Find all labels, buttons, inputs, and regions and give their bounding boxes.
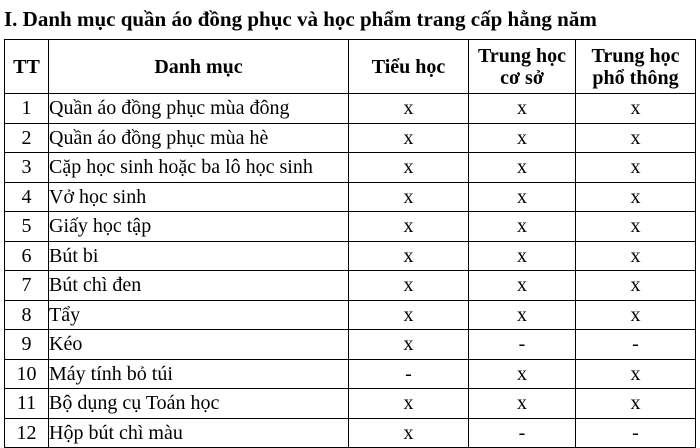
- cell-tieu-hoc: x: [349, 300, 469, 330]
- table-row: [5, 182, 696, 212]
- cell-thcs: -: [469, 330, 576, 360]
- table-row: [5, 271, 696, 301]
- catalog-table: [4, 39, 696, 448]
- cell-tieu-hoc: -: [349, 359, 469, 389]
- table-row: [5, 212, 696, 242]
- section-title: I. Danh mục quần áo đồng phục và học phẩm trang cấp hằng năm: [4, 7, 597, 31]
- cell-tieu-hoc: x: [349, 94, 469, 124]
- cell-name: Cặp học sinh hoặc ba lô học sinh: [49, 153, 349, 183]
- cell-tieu-hoc: x: [349, 182, 469, 212]
- cell-thcs: x: [469, 212, 576, 242]
- cell-thcs: x: [469, 94, 576, 124]
- cell-thpt: x: [576, 300, 696, 330]
- table-row: [5, 389, 696, 419]
- cell-thcs: x: [469, 300, 576, 330]
- table-row: [5, 94, 696, 124]
- cell-tt: 3: [5, 153, 49, 183]
- cell-thpt: x: [576, 94, 696, 124]
- cell-tieu-hoc: x: [349, 389, 469, 419]
- cell-tt: 12: [5, 418, 49, 448]
- header-tieu-hoc: Tiểu học: [349, 40, 469, 94]
- cell-name: Kéo: [49, 330, 349, 360]
- table-body: [5, 94, 696, 448]
- table-row: [5, 418, 696, 448]
- cell-tieu-hoc: x: [349, 123, 469, 153]
- cell-tt: 9: [5, 330, 49, 360]
- table-row: [5, 300, 696, 330]
- header-tt: TT: [5, 40, 49, 94]
- cell-tt: 11: [5, 389, 49, 419]
- cell-tt: 10: [5, 359, 49, 389]
- cell-thpt: x: [576, 212, 696, 242]
- header-thpt: [576, 40, 696, 94]
- cell-tt: 8: [5, 300, 49, 330]
- cell-tt: 7: [5, 271, 49, 301]
- header-row: [5, 40, 696, 94]
- cell-thpt: x: [576, 182, 696, 212]
- cell-name: Quần áo đồng phục mùa đông: [49, 94, 349, 124]
- cell-name: Quần áo đồng phục mùa hè: [49, 123, 349, 153]
- table-row: [5, 359, 696, 389]
- cell-name: Vở học sinh: [49, 182, 349, 212]
- header-thcs: [469, 40, 576, 94]
- cell-tt: 4: [5, 182, 49, 212]
- cell-tt: 2: [5, 123, 49, 153]
- cell-tieu-hoc: x: [349, 241, 469, 271]
- cell-tieu-hoc: x: [349, 271, 469, 301]
- cell-thcs: x: [469, 271, 576, 301]
- table-row: [5, 153, 696, 183]
- cell-thcs: -: [469, 418, 576, 448]
- cell-tt: 6: [5, 241, 49, 271]
- cell-thcs: x: [469, 359, 576, 389]
- cell-thcs: x: [469, 389, 576, 419]
- header-thpt-line2: phổ thông: [592, 66, 679, 89]
- cell-name: Bút bi: [49, 241, 349, 271]
- cell-thpt: x: [576, 241, 696, 271]
- cell-thpt: x: [576, 359, 696, 389]
- cell-name: Giấy học tập: [49, 212, 349, 242]
- table-row: [5, 123, 696, 153]
- cell-thcs: x: [469, 241, 576, 271]
- cell-thcs: x: [469, 182, 576, 212]
- header-thcs-line1: Trung học: [478, 44, 566, 67]
- cell-tieu-hoc: x: [349, 330, 469, 360]
- cell-name: Hộp bút chì màu: [49, 418, 349, 448]
- cell-thpt: -: [576, 330, 696, 360]
- cell-thpt: -: [576, 418, 696, 448]
- cell-tieu-hoc: x: [349, 153, 469, 183]
- cell-thcs: x: [469, 123, 576, 153]
- header-thcs-line2: cơ sở: [500, 66, 544, 89]
- cell-name: Bộ dụng cụ Toán học: [49, 389, 349, 419]
- cell-name: Tẩy: [49, 300, 349, 330]
- header-thpt-line1: Trung học: [591, 44, 680, 67]
- cell-thpt: x: [576, 271, 696, 301]
- cell-tieu-hoc: x: [349, 212, 469, 242]
- cell-name: Bút chì đen: [49, 271, 349, 301]
- cell-name: Máy tính bỏ túi: [49, 359, 349, 389]
- cell-thpt: x: [576, 123, 696, 153]
- cell-thpt: x: [576, 389, 696, 419]
- cell-tt: 5: [5, 212, 49, 242]
- cell-tt: 1: [5, 94, 49, 124]
- table-row: [5, 241, 696, 271]
- header-name: Danh mục: [49, 40, 349, 94]
- cell-thpt: x: [576, 153, 696, 183]
- cell-thcs: x: [469, 153, 576, 183]
- cell-tieu-hoc: x: [349, 418, 469, 448]
- table-row: [5, 330, 696, 360]
